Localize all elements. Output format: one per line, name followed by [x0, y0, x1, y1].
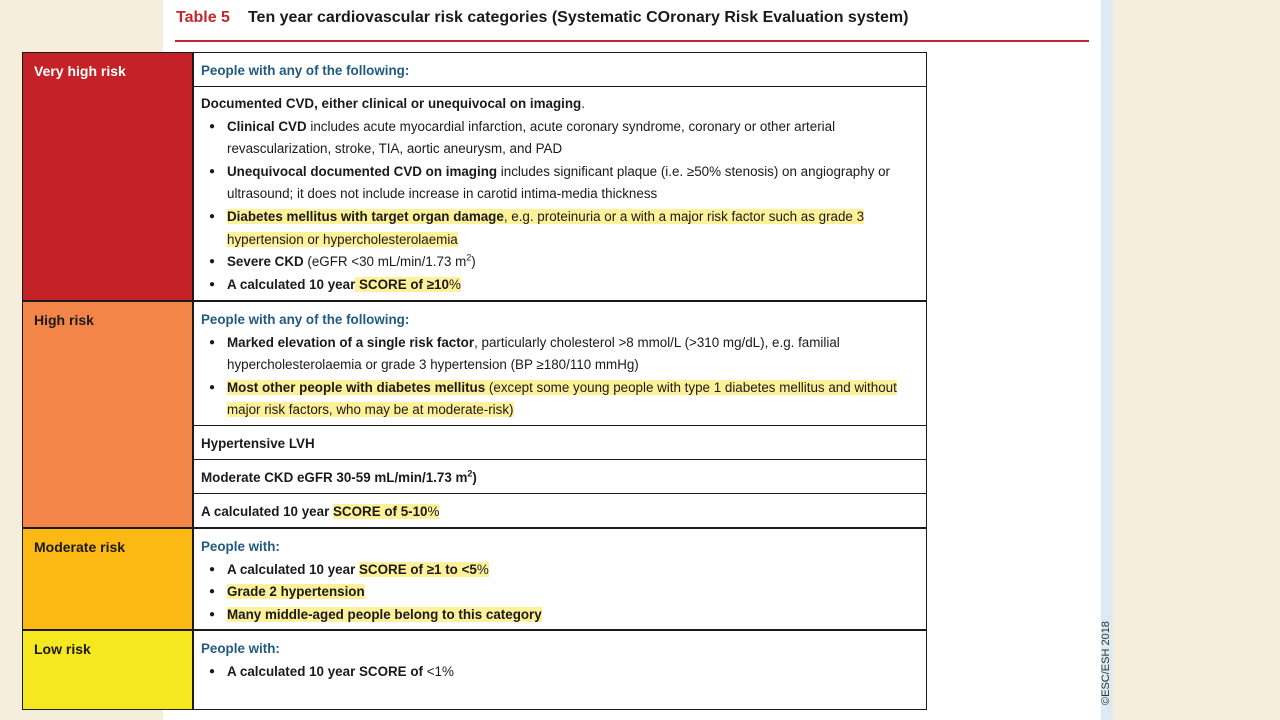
list-item: ● Most other people with diabetes mellitus (except some young people with type 1 diabetes mellitus and without major risk factors, who may be at moderate-risk) — [201, 377, 920, 422]
table-title — [176, 9, 908, 27]
very-high-criteria-cell — [193, 86, 927, 301]
moderate-criteria-list — [201, 559, 920, 627]
list-item: ● A calculated 10 year SCORE of ≥10% — [201, 274, 920, 297]
title-rule — [175, 40, 1089, 42]
list-item: ● Many middle-aged people belong to this category — [201, 604, 920, 627]
criteria-header: People with any of the following: — [201, 312, 410, 327]
high-lvh-cell — [193, 425, 927, 460]
criteria-header: People with: — [201, 641, 280, 656]
category-low-risk — [22, 630, 193, 710]
category-label: Low risk — [34, 641, 91, 657]
documented-cvd-line: Documented CVD, either clinical or unequivocal on imaging. — [201, 96, 585, 111]
list-item: ● Grade 2 hypertension — [201, 581, 920, 604]
table-caption: Ten year cardiovascular risk categories (Systematic COronary Risk Evaluation system) — [247, 9, 909, 26]
category-label: Moderate risk — [34, 539, 126, 555]
score-highlight: SCORE of 5-10 — [333, 504, 428, 519]
list-item: ● Marked elevation of a single risk factor, particularly cholesterol >8 mmol/L (>310 mg/dL), e.g. familial hypercholesterolaemia or grade 3 hypertension (BP ≥180/110 mmHg) — [201, 332, 920, 377]
list-item: ● A calculated 10 year SCORE of <1% — [201, 661, 920, 684]
category-very-high-risk — [22, 52, 193, 301]
moderate-criteria-cell — [193, 528, 927, 630]
category-label: High risk — [34, 312, 94, 328]
moderate-ckd: Moderate CKD eGFR 30-59 mL/min/1.73 m — [201, 470, 468, 485]
list-item: ● Unequivocal documented CVD on imaging includes significant plaque (i.e. ≥50% stenosis) on angiography or ultrasound; it does not include increase in carotid intima-media thickness — [201, 161, 920, 206]
list-item: ● Diabetes mellitus with target organ damage, e.g. proteinuria or a with a major risk factor such as grade 3 hypertension or hypercholesterolaemia — [201, 206, 920, 251]
category-high-risk — [22, 301, 193, 528]
category-moderate-risk — [22, 528, 193, 630]
very-high-criteria-list — [201, 116, 920, 297]
list-item: ● Clinical CVD includes acute myocardial infarction, acute coronary syndrome, coronary or other arterial revascularization, stroke, TIA, aortic aneurysm, and PAD — [201, 116, 920, 161]
criteria-header: People with: — [201, 539, 280, 554]
high-criteria-list — [201, 332, 920, 422]
criteria-header: People with any of the following: — [201, 63, 410, 78]
high-criteria-cell — [193, 301, 927, 426]
high-ckd-cell: Moderate CKD eGFR 30-59 mL/min/1.73 $m^2$) — [193, 459, 927, 494]
table-number: Table 5 — [176, 9, 230, 26]
list-item: ● A calculated 10 year SCORE of ≥1 to <5% — [201, 559, 920, 582]
very-high-header-cell — [193, 52, 927, 87]
high-score-cell: A calculated 10 year SCORE of 5-10% — [193, 493, 927, 528]
category-label: Very high risk — [34, 63, 126, 79]
low-criteria-list — [201, 661, 920, 684]
list-item: ● Severe CKD (eGFR <30 mL/min/1.73 $m^2$) — [201, 251, 920, 274]
low-criteria-cell — [193, 630, 927, 710]
hypertensive-lvh: Hypertensive LVH — [201, 436, 315, 451]
copyright-notice: ©ESC/ESH 2018 — [1100, 621, 1112, 705]
